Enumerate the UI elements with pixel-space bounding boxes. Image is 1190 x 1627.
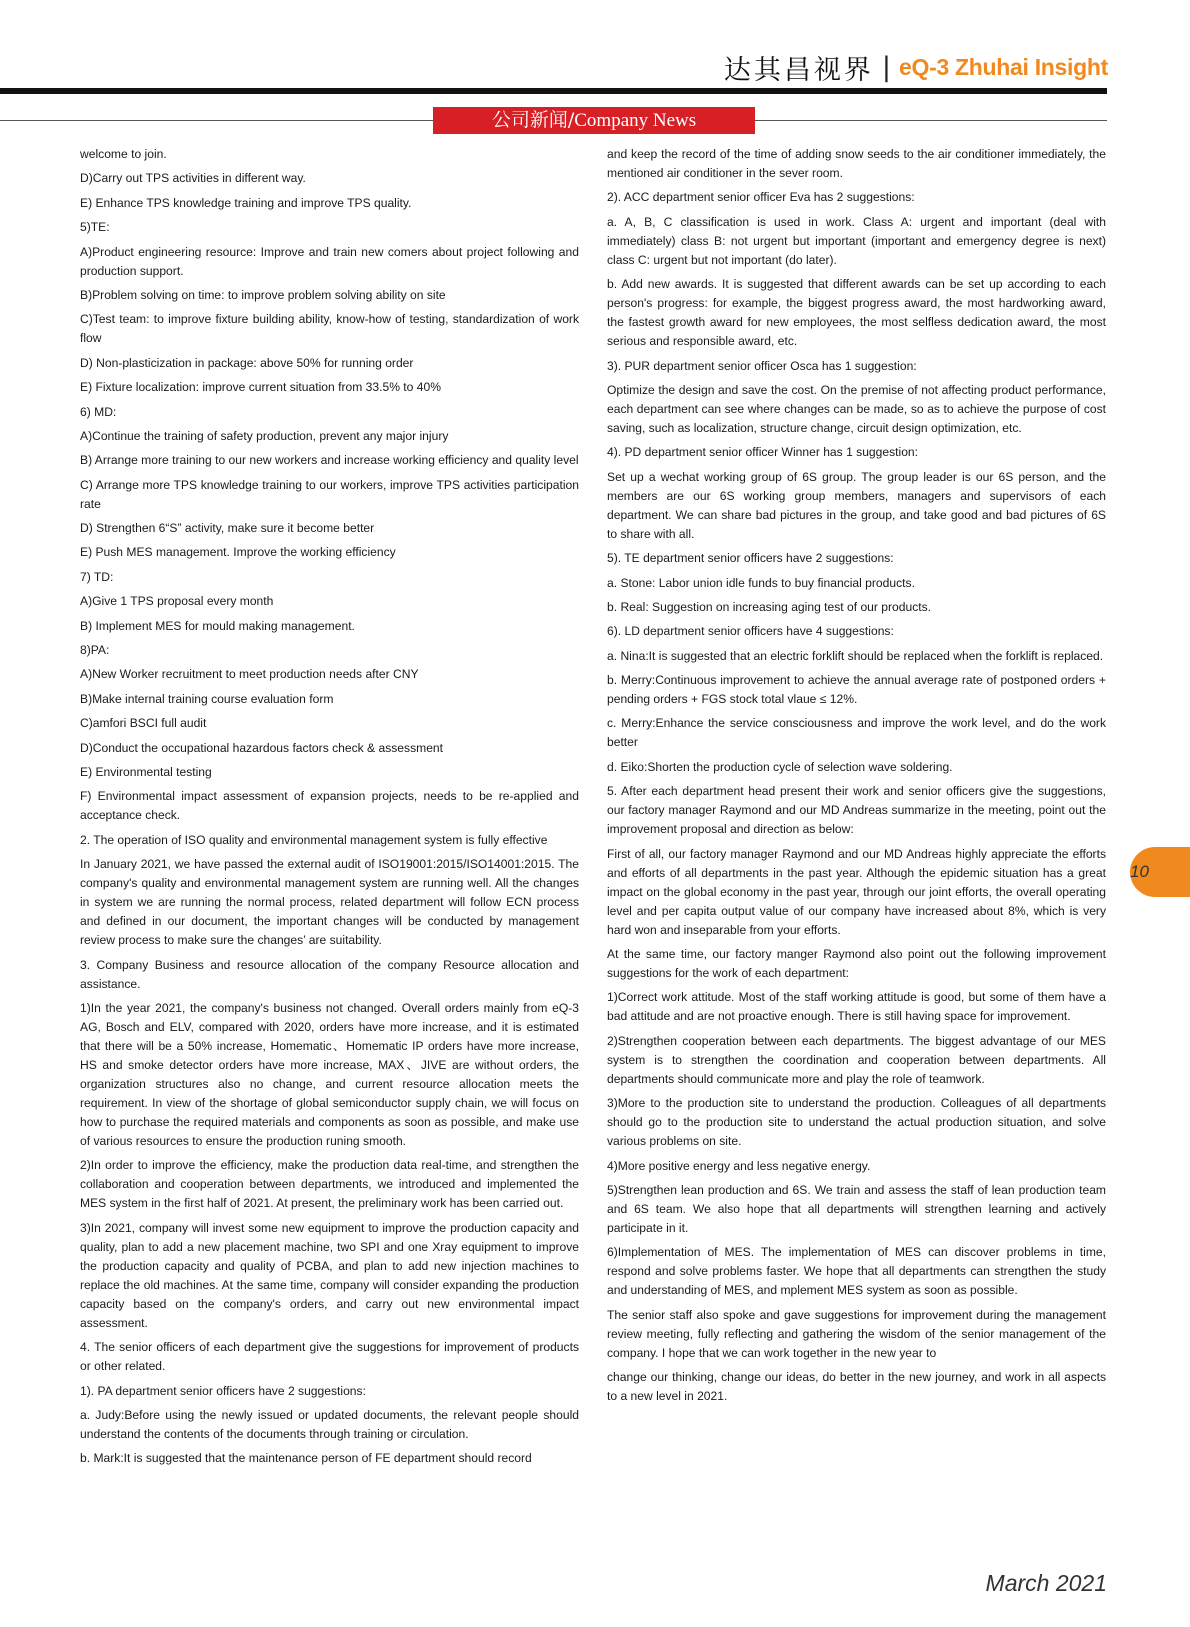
paragraph: E) Enhance TPS knowledge training and improve TPS quality.: [80, 195, 412, 210]
paragraph: 4. The senior officers of each department give the suggestions for improvement of products or other related.: [80, 1340, 579, 1374]
paragraph: 2. The operation of ISO quality and environmental management system is fully effective: [80, 832, 548, 847]
paragraph: 1). PA department senior officers have 2 suggestions:: [80, 1383, 366, 1398]
paragraph: E) Fixture localization: improve current situation from 33.5% to 40%: [80, 380, 441, 395]
paragraph: A)Give 1 TPS proposal every month: [80, 594, 274, 609]
section-label-en: Company News: [574, 110, 697, 131]
paragraph: Optimize the design and save the cost. On the premise of not affecting product performance, each department can see where changes can be made, so as to achieve the purpose of cost saving, such as localization, structure change, circuit design optimization, etc.: [607, 382, 1106, 435]
paragraph: Set up a wechat working group of 6S group. The group leader is our 6S person, and the members are our 6S working group members, managers and supervisors of each department. We can share bad pictures in the group, and take good and bad pictures of 6S to share with all.: [607, 469, 1106, 541]
paragraph: A)Continue the training of safety production, prevent any major injury: [80, 428, 449, 443]
paragraph: b. Real: Suggestion on increasing aging test of our products.: [607, 599, 932, 614]
paragraph: b. Add new awards. It is suggested that different awards can be set up according to each person's progress: for example, the biggest progress award, the most hardworking award, the fastest growth award for new employees, the most selfless dedication award, the most serious and responsible award, etc.: [607, 277, 1106, 349]
paragraph: C)amfori BSCI full audit: [80, 716, 207, 731]
paragraph: 5)TE:: [80, 220, 110, 235]
section-banner: [433, 107, 755, 134]
paragraph: 7) TD:: [80, 569, 114, 584]
paragraph: a. Stone: Labor union idle funds to buy financial products.: [607, 575, 915, 590]
paragraph: B) Arrange more training to our new workers and increase working efficiency and quality level: [80, 453, 579, 468]
paragraph: c. Merry:Enhance the service consciousness and improve the work level, and do the work better: [607, 716, 1106, 750]
left-column: [80, 145, 579, 1474]
paragraph: d. Eiko:Shorten the production cycle of selection wave soldering.: [607, 759, 953, 774]
paragraph: 4). PD department senior officer Winner has 1 suggestion:: [607, 445, 919, 460]
page-number: 10: [1130, 862, 1149, 881]
paragraph: 3)In 2021, company will invest some new equipment to improve the production capacity and quality, plan to add a new placement machine, two SPI and one Xray equipment to improve the production capacity and quality of PCBA, and plan to add new injection machines to replace the old machines. At the same time, company will consider expanding the production capacity based on the company's orders, and carry out new environmental impact assessment.: [80, 1220, 579, 1330]
paragraph: 2). ACC department senior officer Eva has 2 suggestions:: [607, 190, 915, 205]
paragraph: First of all, our factory manager Raymond and our MD Andreas highly appreciate the efforts and efforts of all departments in the past year. Although the epidemic situation has a great impact on the global economy in the past year, through our joint efforts, the overall operating level and per capita output value of our company have increased about 8%, which is very hard won and inseparable from your efforts.: [607, 846, 1106, 937]
header-rule-thick: [0, 88, 1107, 94]
paragraph: A)Product engineering resource: Improve and train new comers about project following and production support.: [80, 244, 579, 278]
paragraph: 3. Company Business and resource allocation of the company Resource allocation and assistance.: [80, 957, 579, 991]
paragraph: E) Environmental testing: [80, 764, 212, 779]
paragraph: 5. After each department head present their work and senior officers give the suggestions, our factory manager Raymond and our MD Andreas summarize in the meeting, point out the improvement proposal and direction as below:: [607, 784, 1106, 837]
paragraph: 1)In the year 2021, the company's business not changed. Overall orders mainly from eQ-3 AG, Bosch and ELV, compared with 2020, orders have more increase, and it is estimated that there will be a 50% increase, Homematic、Homematic IP orders have more increase, HS and smoke detector orders have more increase, MAX、JIVE are without orders, the organization structures also no change, and current resource allocation meets the requirement. In view of the shortage of global semiconductor supply chain, we will focus on how to purchase the required materials and components as soon as possible, and make use of various resources to ensure the production runing smooth.: [80, 1000, 579, 1148]
paragraph: A)New Worker recruitment to meet production needs after CNY: [80, 667, 419, 682]
paragraph: b. Mark:It is suggested that the maintenance person of FE department should record: [80, 1451, 532, 1466]
paragraph: 3)More to the production site to understand the production. Colleagues of all departments should go to the production site to understand the actual production situation, and solve various problems on site.: [607, 1096, 1106, 1149]
paragraph: and keep the record of the time of adding snow seeds to the air conditioner immediately, the mentioned air conditioner in the sever room.: [607, 147, 1106, 180]
paragraph: D)Conduct the occupational hazardous factors check & assessment: [80, 740, 444, 755]
masthead-separator: |: [881, 52, 892, 83]
paragraph: F) Environmental impact assessment of expansion projects, needs to be re-applied and acceptance check.: [80, 789, 579, 823]
paragraph: 6). LD department senior officers have 4 suggestions:: [607, 624, 894, 639]
paragraph: C)Test team: to improve fixture building ability, know-how of testing, standardization of work flow: [80, 312, 579, 346]
masthead-title-cn: 达其昌视界: [723, 55, 874, 86]
paragraph: 6) MD:: [80, 404, 117, 419]
masthead: [724, 48, 1108, 87]
paragraph: 6)Implementation of MES. The implementation of MES can discover problems in time, respond and solve problems faster. We hope that all departments can strengthen the study and understanding of MES, and mplement MES system as soon as possible.: [607, 1245, 1106, 1298]
paragraph: a. A, B, C classification is used in work. Class A: urgent and important (deal with immediately) class B: not urgent but important (important and emergency degree is next) class C: urgent but not important (do later).: [607, 214, 1106, 267]
paragraph: welcome to join.: [80, 147, 167, 161]
footer-date: March 2021: [985, 1570, 1107, 1596]
paragraph: D) Strengthen 6“S” activity, make sure it become better: [80, 521, 375, 536]
paragraph: At the same time, our factory manger Raymond also point out the following improvement suggestions for the work of each department:: [607, 947, 1106, 981]
section-slash: /: [567, 109, 575, 131]
right-column: [607, 145, 1106, 1412]
paragraph: a. Nina:It is suggested that an electric forklift should be replaced when the forklift is replaced.: [607, 648, 1104, 663]
paragraph: The senior staff also spoke and gave suggestions for improvement during the management review meeting, fully reflecting and gathering the wisdom of the senior management of the company. I hope that we can work together in the new year to: [607, 1307, 1106, 1360]
paragraph: In January 2021, we have passed the external audit of ISO19001:2015/ISO14001:2015. The company's quality and environmental management system are running well. All the changes in system we are running the normal process, related department will follow ECN process and defined in our document, the important changes will be conducted by management review process to make sure the changes’ are suitability.: [80, 857, 579, 948]
paragraph: D)Carry out TPS activities in different way.: [80, 171, 306, 186]
paragraph: change our thinking, change our ideas, do better in the new journey, and work in all aspects to a new level in 2021.: [607, 1370, 1106, 1404]
paragraph: B) Implement MES for mould making management.: [80, 618, 355, 633]
paragraph: 1)Correct work attitude. Most of the staff working attitude is good, but some of them have a bad attitude and are not proactive enough. There is still having space for improvement.: [607, 990, 1106, 1024]
paragraph: E) Push MES management. Improve the working efficiency: [80, 545, 396, 560]
paragraph: D) Non-plasticization in package: above 50% for running order: [80, 355, 414, 370]
paragraph: B)Make internal training course evaluation form: [80, 691, 334, 706]
paragraph: B)Problem solving on time: to improve problem solving ability on site: [80, 287, 446, 302]
paragraph: 8)PA:: [80, 643, 110, 658]
paragraph: a. Judy:Before using the newly issued or updated documents, the relevant people should understand the contents of the documents through training or circulation.: [80, 1407, 579, 1441]
paragraph: 2)In order to improve the efficiency, make the production data real-time, and strengthen the collaboration and cooperation between departments, we introduced and implemented the MES system in the first half of 2021. At present, the preliminary work has been carried out.: [80, 1158, 579, 1211]
masthead-title-en: eQ-3 Zhuhai Insight: [899, 54, 1108, 80]
paragraph: b. Merry:Continuous improvement to achieve the annual average rate of postponed orders + pending orders + FGS stock total vlaue ≤ 12%.: [607, 673, 1106, 707]
paragraph: 2)Strengthen cooperation between each departments. The biggest advantage of our MES system is to strengthen the coordination and cooperation between departments. All departments should communicate more and play the role of teamwork.: [607, 1033, 1106, 1086]
paragraph: 5). TE department senior officers have 2 suggestions:: [607, 551, 894, 566]
section-label-cn: 公司新闻: [491, 109, 568, 131]
paragraph: 3). PUR department senior officer Osca has 1 suggestion:: [607, 358, 917, 373]
paragraph: C) Arrange more TPS knowledge training to our workers, improve TPS activities participation rate: [80, 477, 579, 511]
paragraph: 4)More positive energy and less negative energy.: [607, 1158, 871, 1173]
paragraph: 5)Strengthen lean production and 6S. We train and assess the staff of lean production team and 6S team. We also hope that all departments will strengthen learning and actively participate in it.: [607, 1182, 1106, 1235]
